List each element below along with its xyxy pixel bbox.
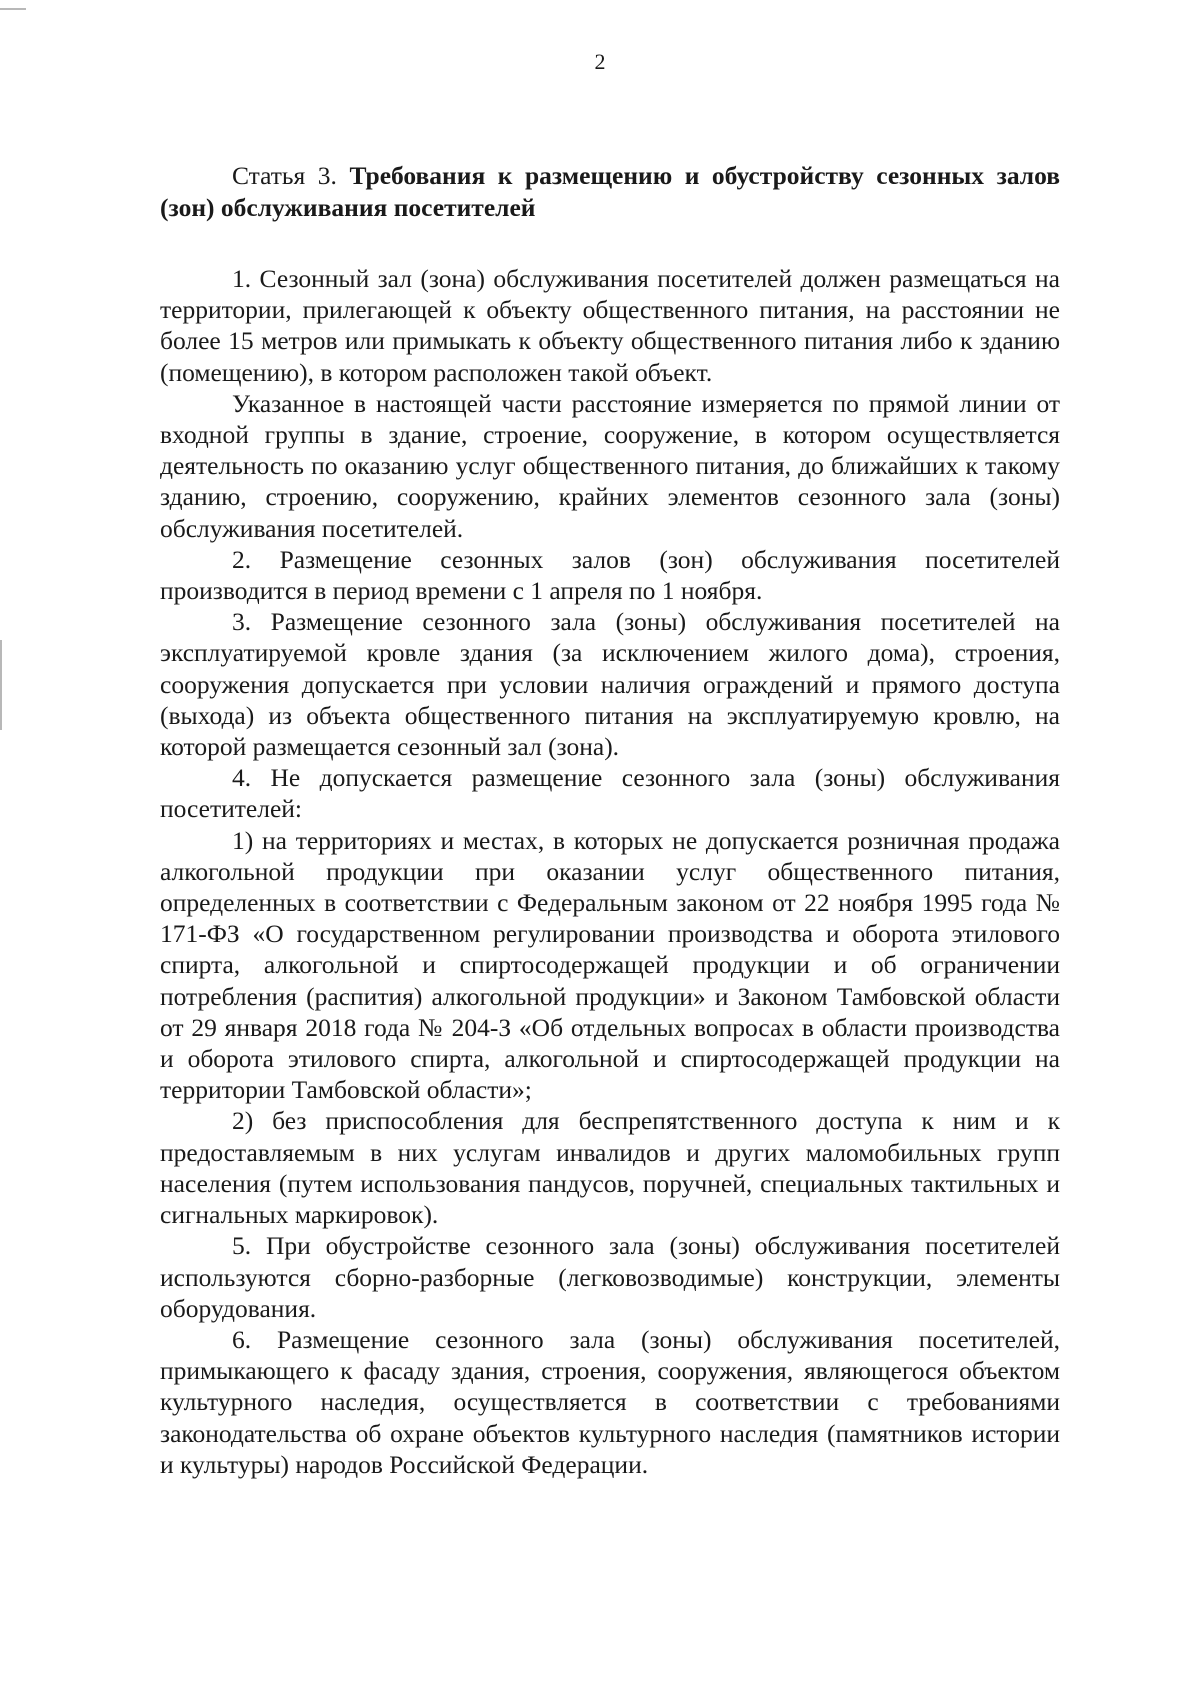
scan-mark-top-left — [0, 8, 26, 10]
paragraph-3: 3. Размещение сезонного зала (зоны) обслуживания посетителей на эксплуатируемой кровле здания (за исключением жилого дома), строения, сооружения допускается при условии наличия ограждений и прямого доступа (выхода) из объекта общественного питания на эксплуатируемую кровлю, на которой размещается сезонный зал (зона). — [160, 607, 1060, 762]
paragraph-4: 4. Не допускается размещение сезонного зала (зоны) обслуживания посетителей: — [160, 763, 1060, 824]
article-title: Требования к размещению и обустройству сезонных залов (зон) обслуживания посетителей — [160, 161, 1060, 222]
paragraph-6: 6. Размещение сезонного зала (зоны) обслуживания посетителей, примыкающего к фасаду здания, строения, сооружения, являющегося объектом культурного наследия, осуществляется в соответствии с требованиями законодательства об охране объектов культурного наследия (памятников истории и культуры) народов Российской Федерации. — [160, 1324, 1060, 1479]
scan-mark-left-edge — [0, 640, 2, 730]
page-number: 2 — [594, 49, 606, 74]
article-label: Статья 3. — [232, 161, 337, 190]
paragraph-4-item-1: 1) на территориях и местах, в которых не допускается розничная продажа алкогольной продукции при оказании услуг общественного питания, определенных в соответствии с Федеральным законом от 22 ноября 1995 года № 171-ФЗ «О государственном регулировании производства и оборота этилового спирта, алкогольной и спиртосодержащей продукции и об ограничении потребления (распития) алкогольной продукции» и Законом Тамбовской области от 29 января 2018 года № 204-З «Об отдельных вопросах в области производства и оборота этилового спирта, алкогольной и спиртосодержащей продукции на территории Тамбовской области»; — [160, 825, 1060, 1105]
document-body — [160, 160, 1060, 1480]
article-heading — [160, 160, 1060, 224]
paragraph-1-distance-note: Указанное в настоящей части расстояние измеряется по прямой линии от входной группы в здание, строение, сооружение, в котором осуществляется деятельность по оказанию услуг общественного питания, до ближайших к такому зданию, строению, сооружению, крайних элементов сезонного зала (зоны) обслуживания посетителей. — [160, 388, 1060, 543]
paragraph-5: 5. При обустройстве сезонного зала (зоны) обслуживания посетителей используются сборно-разборные (легковозводимые) конструкции, элементы оборудования. — [160, 1231, 1060, 1323]
paragraph-4-item-2: 2) без приспособления для беспрепятственного доступа к ним и к предоставляемым в них услугам инвалидов и других маломобильных групп населения (путем использования пандусов, поручней, специальных тактильных и сигнальных маркировок). — [160, 1106, 1060, 1230]
paragraph-1: 1. Сезонный зал (зона) обслуживания посетителей должен размещаться на территории, прилегающей к объекту общественного питания, на расстоянии не более 15 метров или примыкать к объекту общественного питания либо к зданию (помещению), в котором расположен такой объект. — [160, 264, 1060, 387]
paragraph-2: 2. Размещение сезонных залов (зон) обслуживания посетителей производится в период времени с 1 апреля по 1 ноября. — [160, 544, 1060, 606]
